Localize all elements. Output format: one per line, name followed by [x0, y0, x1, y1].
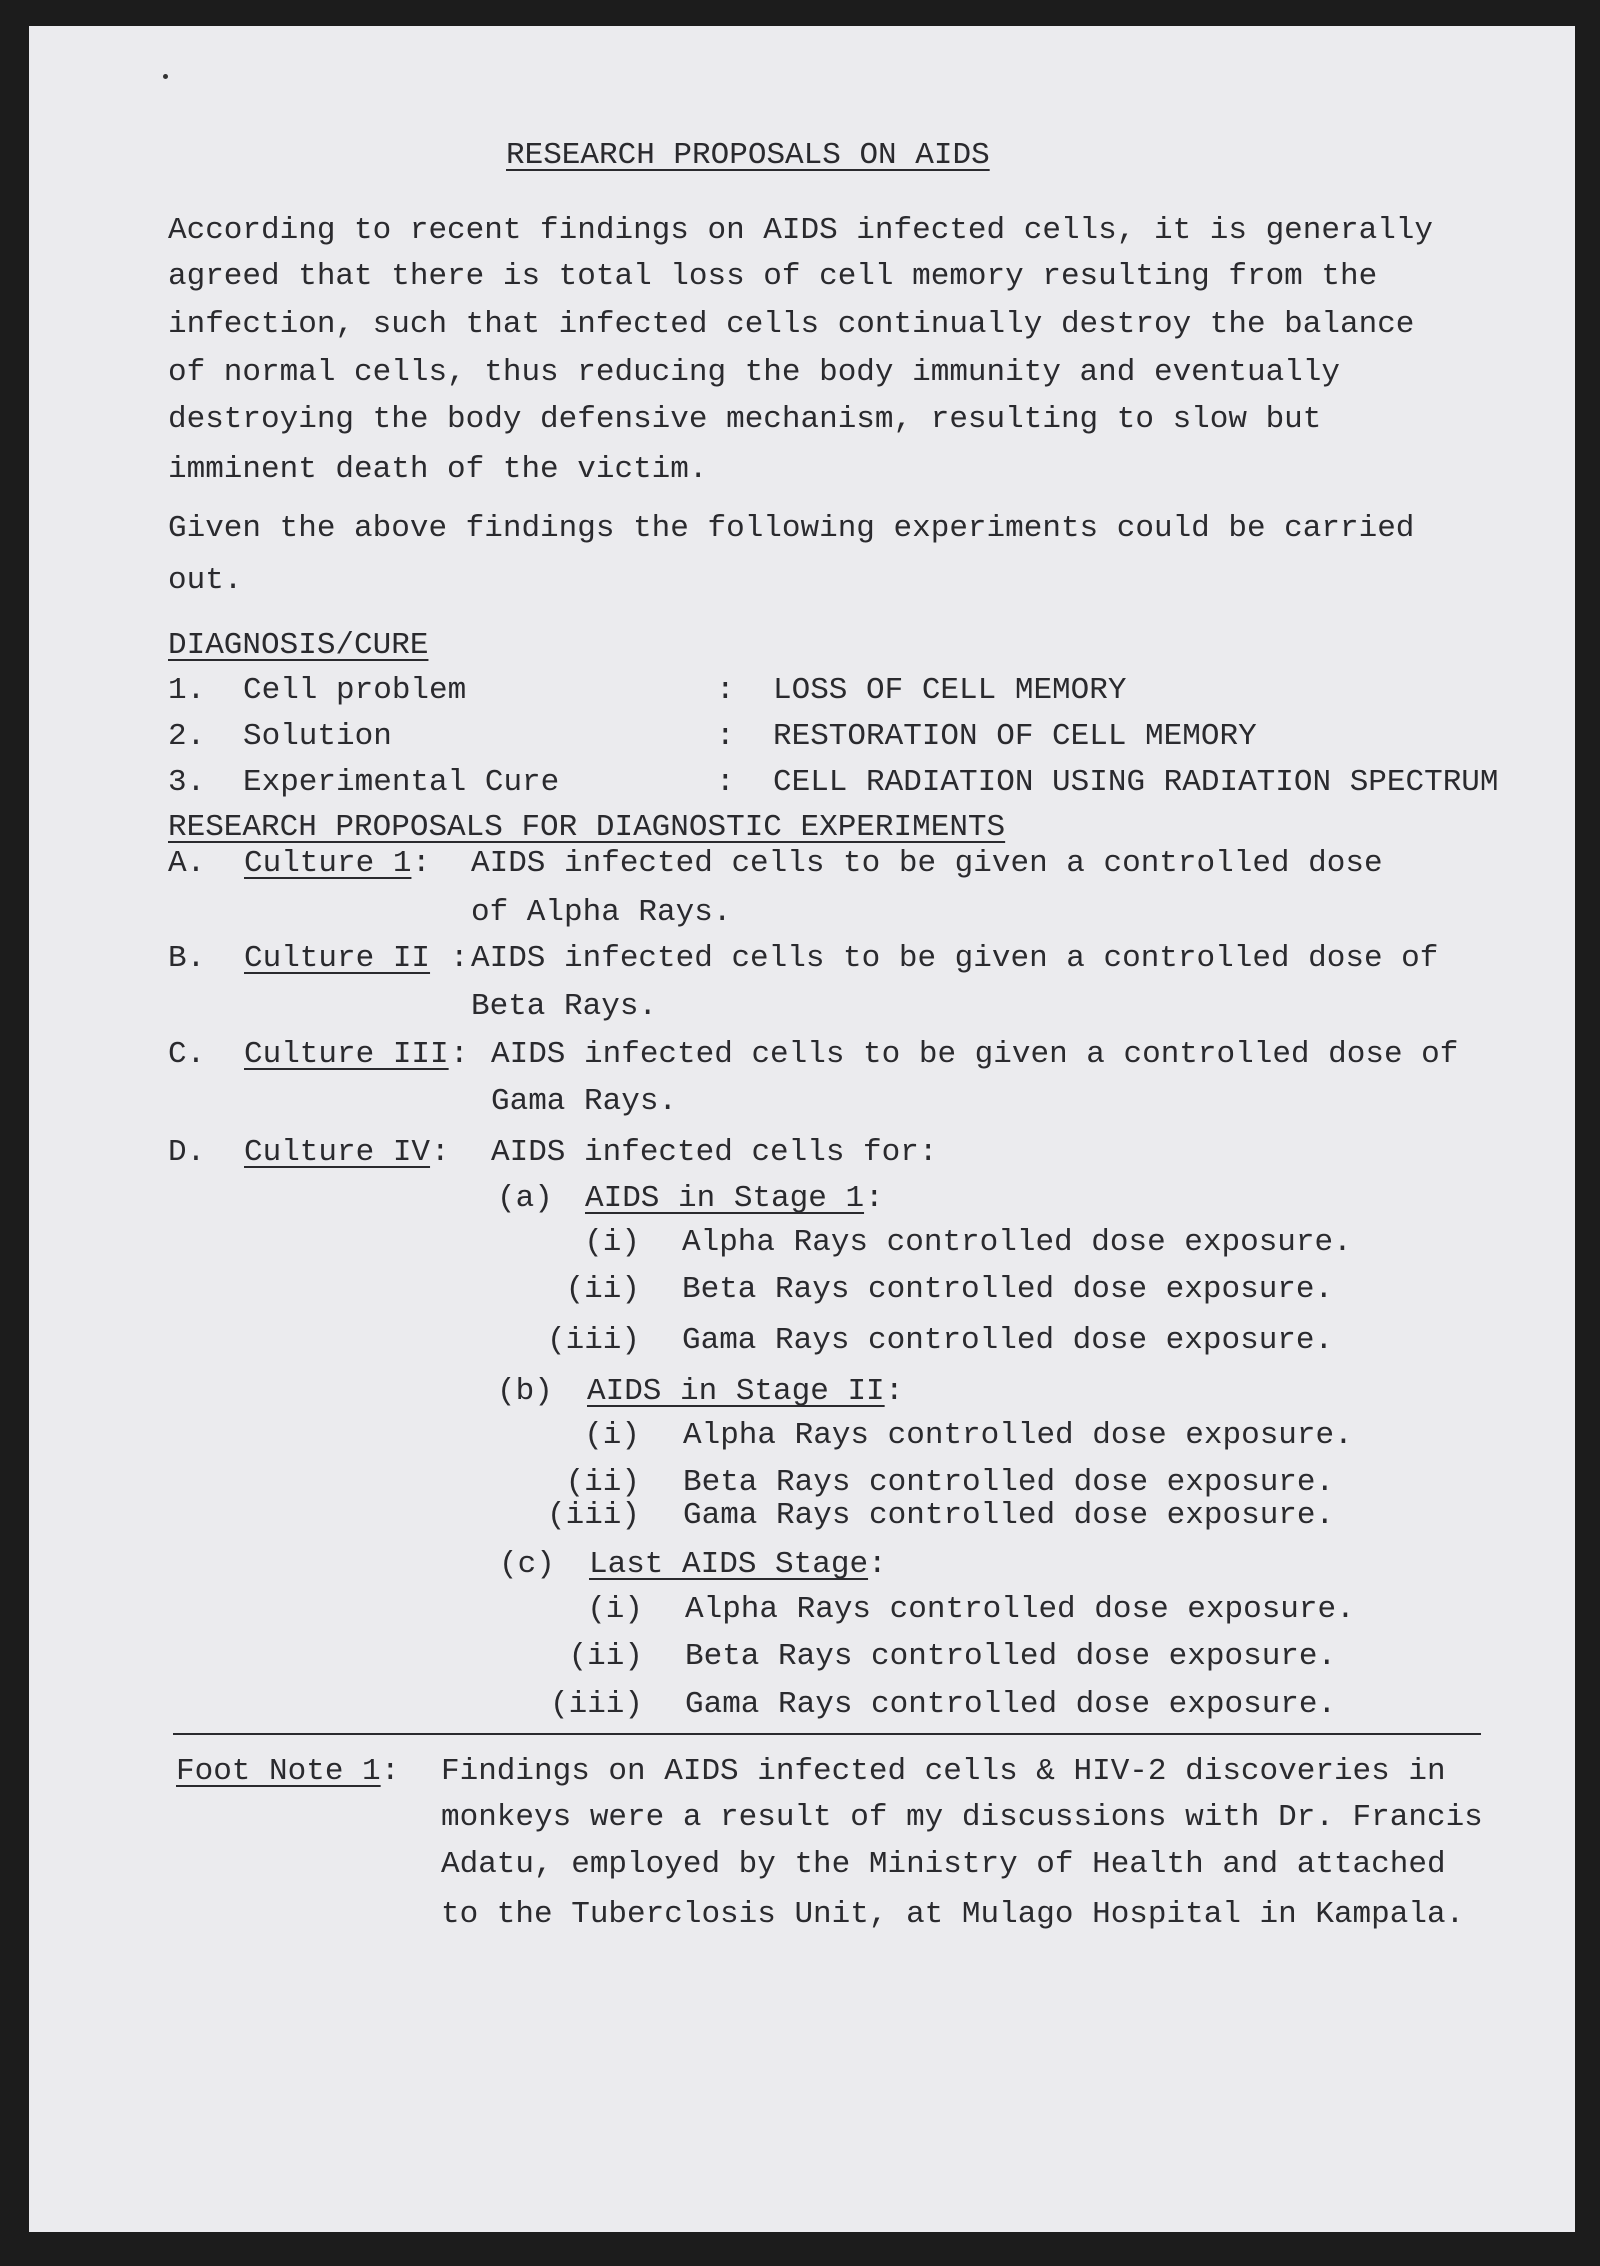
- diag-num: 1.: [168, 673, 206, 708]
- culture-letter: A.: [168, 846, 206, 881]
- culture-colon: :: [412, 846, 431, 881]
- footnote-divider: [173, 1733, 1481, 1735]
- item-numeral: (iii): [546, 1323, 640, 1358]
- page-title: RESEARCH PROPOSALS ON AIDS: [506, 138, 990, 173]
- diag-value: CELL RADIATION USING RADIATION SPECTRUM: [773, 765, 1499, 800]
- culture-text: Beta Rays.: [471, 989, 658, 1024]
- culture-letter: B.: [168, 941, 206, 976]
- stage-marker: (c): [499, 1547, 555, 1582]
- stage-colon: :: [885, 1374, 904, 1409]
- item-text: Gama Rays controlled dose exposure.: [685, 1687, 1337, 1722]
- culture-text: AIDS infected cells to be given a controlled dose of: [471, 941, 1439, 976]
- item-numeral: (ii): [565, 1272, 640, 1307]
- item-numeral: (iii): [546, 1498, 640, 1533]
- intro-line: agreed that there is total loss of cell memory resulting from the: [168, 259, 1378, 294]
- stage-name: AIDS in Stage 1: [585, 1181, 865, 1216]
- item-text: Gama Rays controlled dose exposure.: [682, 1323, 1334, 1358]
- diag-label: Solution: [243, 719, 392, 754]
- item-numeral: (ii): [568, 1639, 643, 1674]
- culture-name: Culture III: [244, 1037, 449, 1072]
- diag-num: 2.: [168, 719, 206, 754]
- culture-colon: :: [450, 941, 469, 976]
- given-line: out.: [168, 563, 243, 598]
- culture-text: of Alpha Rays.: [471, 895, 732, 930]
- diag-value: LOSS OF CELL MEMORY: [773, 673, 1127, 708]
- diag-label: Cell problem: [243, 673, 467, 708]
- item-numeral: (iii): [549, 1687, 643, 1722]
- culture-text: AIDS infected cells to be given a controlled dose: [471, 846, 1383, 881]
- footnote-line: to the Tuberclosis Unit, at Mulago Hospital in Kampala.: [441, 1897, 1465, 1932]
- item-numeral: (i): [584, 1225, 640, 1260]
- stage-name: AIDS in Stage II: [587, 1374, 885, 1409]
- diag-num: 3.: [168, 765, 206, 800]
- culture-colon: :: [450, 1037, 469, 1072]
- diag-value: RESTORATION OF CELL MEMORY: [773, 719, 1257, 754]
- item-text: Alpha Rays controlled dose exposure.: [683, 1418, 1353, 1453]
- speck: [163, 74, 168, 79]
- diag-colon: :: [716, 673, 735, 708]
- stage-colon: :: [868, 1547, 887, 1582]
- stage-colon: :: [865, 1181, 884, 1216]
- item-text: Beta Rays controlled dose exposure.: [682, 1272, 1334, 1307]
- intro-line: infection, such that infected cells continually destroy the balance: [168, 307, 1415, 342]
- culture-text: AIDS infected cells to be given a controlled dose of: [491, 1037, 1459, 1072]
- intro-line: imminent death of the victim.: [168, 452, 708, 487]
- intro-line: of normal cells, thus reducing the body immunity and eventually: [168, 355, 1340, 390]
- culture-name: Culture II: [244, 941, 431, 976]
- item-numeral: (i): [584, 1418, 640, 1453]
- footnote-colon: :: [381, 1754, 400, 1789]
- item-text: Gama Rays controlled dose exposure.: [683, 1498, 1335, 1533]
- culture-colon: :: [431, 1135, 450, 1170]
- footnote-line: monkeys were a result of my discussions with Dr. Francis: [441, 1800, 1483, 1835]
- diag-colon: :: [716, 719, 735, 754]
- culture-name: Culture 1: [244, 846, 412, 881]
- culture-name: Culture IV: [244, 1135, 431, 1170]
- item-text: Alpha Rays controlled dose exposure.: [685, 1592, 1355, 1627]
- item-text: Alpha Rays controlled dose exposure.: [682, 1225, 1352, 1260]
- culture-letter: D.: [168, 1135, 206, 1170]
- culture-letter: C.: [168, 1037, 206, 1072]
- item-numeral: (i): [587, 1592, 643, 1627]
- item-text: Beta Rays controlled dose exposure.: [685, 1639, 1337, 1674]
- item-text: Beta Rays controlled dose exposure.: [683, 1465, 1335, 1500]
- diag-label: Experimental Cure: [243, 765, 560, 800]
- stage-name: Last AIDS Stage: [589, 1547, 869, 1582]
- footnote-line: Adatu, employed by the Ministry of Health and attached: [441, 1847, 1446, 1882]
- item-numeral: (ii): [565, 1465, 640, 1500]
- diag-colon: :: [716, 765, 735, 800]
- stage-marker: (a): [497, 1181, 553, 1216]
- stage-marker: (b): [497, 1374, 553, 1409]
- intro-line: According to recent findings on AIDS infected cells, it is generally: [168, 213, 1434, 248]
- given-line: Given the above findings the following experiments could be carried: [168, 511, 1415, 546]
- proposals-heading: RESEARCH PROPOSALS FOR DIAGNOSTIC EXPERIMENTS: [168, 810, 1006, 845]
- footnote-label: Foot Note 1: [176, 1754, 381, 1789]
- diagnosis-heading: DIAGNOSIS/CURE: [168, 628, 429, 663]
- culture-text: AIDS infected cells for:: [491, 1135, 938, 1170]
- intro-line: destroying the body defensive mechanism, resulting to slow but: [168, 402, 1322, 437]
- culture-text: Gama Rays.: [491, 1084, 678, 1119]
- footnote-line: Findings on AIDS infected cells & HIV-2 discoveries in: [441, 1754, 1446, 1789]
